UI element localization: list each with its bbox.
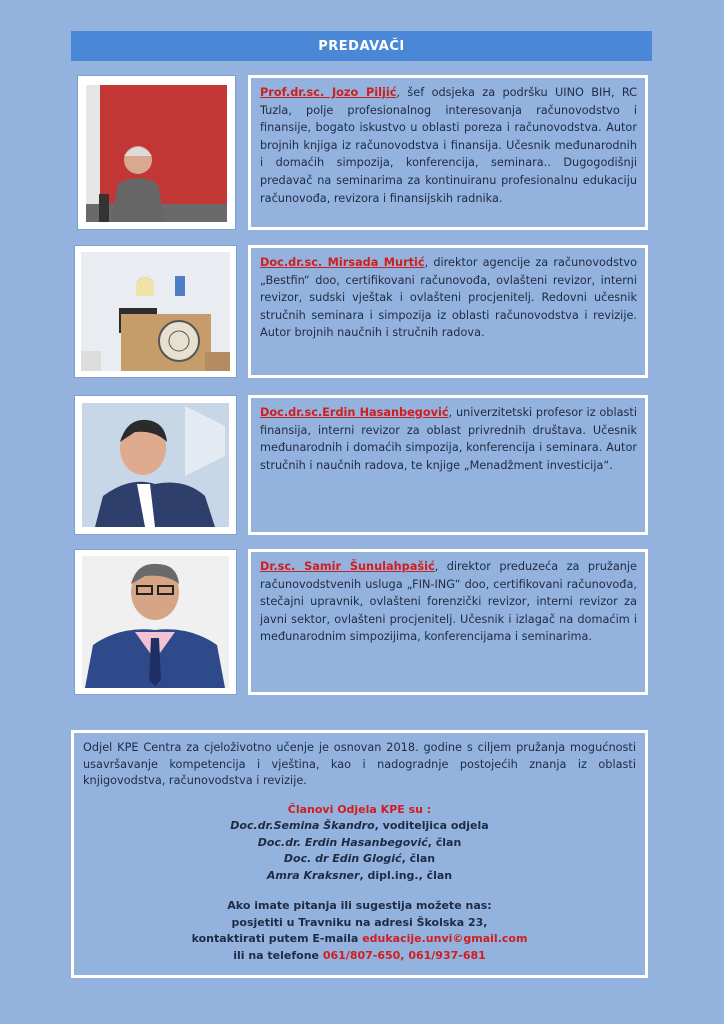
intro-text: Odjel KPE Centra za cjeloživotno učenje je osnovan 2018. godine s ciljem pružanja mogućnosti usavršavanje kompetencija i vještina, kao i nadogradnje postojećih znanja iz oblasti knjigovodstva, računovodstva i revizije. [83,741,636,787]
speaker-description: , direktor agencije za računovodstvo „Bestfin“ doo, certifikovani računovođa, ovlašteni revizor, interni revizor, sudski vještak i ovlašteni procjenitelj. Redovni učesnik stručnih seminara i simpozija iz oblasti računovodstva i revizije. Autor brojnih naučnih i stručnih radova. [260,256,638,340]
contact-line: Ako imate pitanja ili sugestija možete nas: [227,899,492,912]
speaker-photo-sunulahpasic [74,549,237,695]
speaker-name-hasanbegovic: Doc.dr.sc.Erdin Hasanbegović [260,406,449,419]
speaker-name-sunulahpasic: Dr.sc. Samir Šunulahpašić [260,560,435,573]
speaker-photo-murtic [74,245,237,378]
member-item: Doc. dr Edin Glogić, član [283,852,436,865]
phone-line: ili na telefone 061/807-650, 061/937-681 [233,948,486,962]
speaker-description: , univerzitetski profesor iz oblasti finansija, interni revizor za oblast privrednih društava. Učesnik međunarodnih i domaćih simpozija, konferencija i seminara. Autor stručnih i naučnih radova, te knjige „Menadžment investicija“. [260,406,637,472]
phone-numbers[interactable]: 061/807-650, 061/937-681 [322,948,486,962]
speaker-name-murtic: Doc.dr.sc. Mirsada Murtić [260,256,425,269]
email-link[interactable]: edukacije.unvi©gmail.com [362,932,528,945]
member-item: Doc.dr.Semina Škandro, voditeljica odjela [230,819,489,832]
member-item: Amra Kraksner, dipl.ing., član [266,868,453,882]
page-title: PREDAVAČI [71,31,652,61]
speaker-photo-piljic [77,75,236,230]
email-line: kontaktirati putem E-maila edukacije.unvi©gmail.com [191,932,528,945]
speaker-bio-piljic [248,75,648,230]
address-line: posjetiti u Travniku na adresi Školska 23, [231,915,488,929]
speaker-bio-murtic [248,245,648,378]
speaker-description: , direktor preduzeća za pružanje računovodstvenih usluga „FIN-ING“ doo, certifikovani računovođa, stečajni upravnik, ovlašteni forenzički revizor, interni revizor za javni sektor, ovlašteni procjenitelj. Učesnik i izlagač na domaćim i međunarodnim simpozijima, konferencijama i seminarima. [260,560,637,644]
kpe-info-box [71,730,648,978]
contact-info [83,898,636,964]
speaker-bio-hasanbegovic [248,395,648,535]
speaker-photo-hasanbegovic [74,395,237,535]
members-heading: Članovi Odjela KPE su : [287,802,432,816]
members-list [83,802,636,885]
speaker-bio-sunulahpasic [248,549,648,695]
speaker-description: , šef odsjeka za podršku UINO BIH, RC Tuzla, polje profesionalnog interesovanja računovodstvo i finansije, bogato iskustvo u oblasti poreza i računovodstva. Autor brojnih knjiga iz računovodstva i finansija. Učesnik međunarodnih i domaćih simpozija, konferencija, seminara.. Dugogodišnji predavač na seminarima za kontinuiranu profesionalnu edukaciju računovođa, revizora i finansijskih radnika. [260,86,637,205]
member-item: Doc.dr. Erdin Hasanbegović, član [257,835,462,849]
speaker-name-piljic: Prof.dr.sc. Jozo Piljić [260,86,397,99]
